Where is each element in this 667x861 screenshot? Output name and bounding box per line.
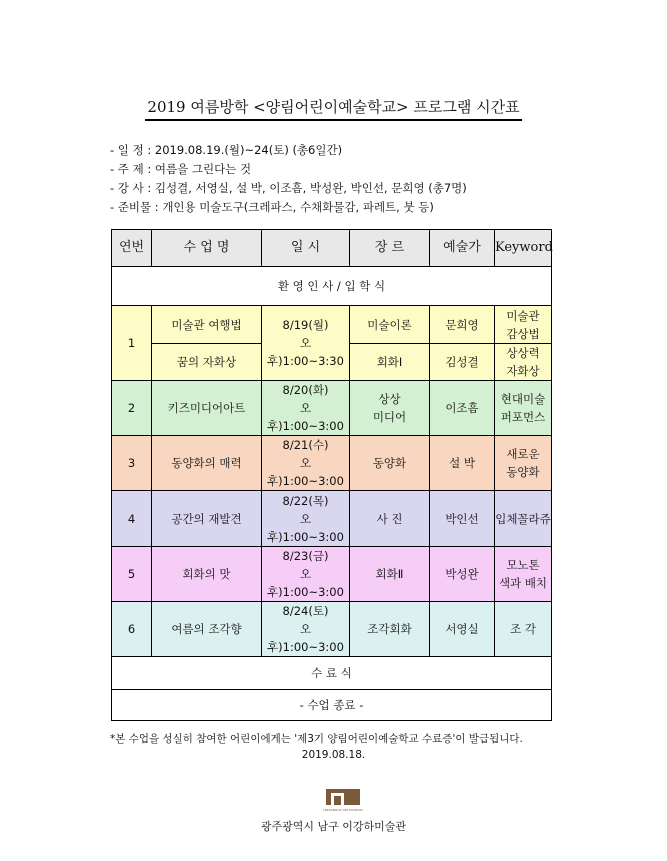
header-keyword: Keyword bbox=[495, 230, 552, 267]
class-name: 공간의 재발견 bbox=[152, 491, 262, 547]
organization-name: 광주광역시 남구 이강하미술관 bbox=[260, 820, 407, 833]
class-genre: 회화Ⅰ bbox=[350, 344, 430, 381]
row-no: 1 bbox=[112, 306, 152, 381]
museum-logo-icon bbox=[322, 787, 364, 813]
class-artist: 문희영 bbox=[430, 306, 495, 344]
row-no: 3 bbox=[112, 436, 152, 491]
class-artist: 김성결 bbox=[430, 344, 495, 381]
class-keyword: 상상력 자화상 bbox=[495, 344, 552, 381]
class-genre: 상상 미디어 bbox=[350, 381, 430, 436]
class-genre: 조각회화 bbox=[350, 602, 430, 657]
class-genre: 미술이론 bbox=[350, 306, 430, 344]
class-datetime: 8/23(금) 오후)1:00~3:00 bbox=[262, 547, 350, 602]
class-genre: 회화Ⅱ bbox=[350, 547, 430, 602]
class-keyword: 모노톤 색과 배치 bbox=[495, 547, 552, 602]
class-datetime: 8/20(화) 오후)1:00~3:00 bbox=[262, 381, 350, 436]
opening-row bbox=[112, 267, 552, 306]
class-name: 여름의 조각향 bbox=[152, 602, 262, 657]
header-class: 수 업 명 bbox=[152, 230, 262, 267]
table-row bbox=[112, 491, 552, 547]
row-no: 6 bbox=[112, 602, 152, 657]
class-datetime: 8/19(월) 오후)1:00~3:30 bbox=[262, 306, 350, 381]
info-schedule: - 일 정 : 2019.08.19.(월)~24(토) (총6일간) bbox=[110, 143, 343, 157]
class-end: - 수업 종료 - bbox=[112, 690, 552, 721]
class-keyword: 새로운 동양화 bbox=[495, 436, 552, 491]
opening-ceremony: 환 영 인 사 / 입 학 식 bbox=[112, 267, 552, 306]
class-datetime: 8/21(수) 오후)1:00~3:00 bbox=[262, 436, 350, 491]
class-datetime: 8/22(목) 오후)1:00~3:00 bbox=[262, 491, 350, 547]
class-name: 꿈의 자화상 bbox=[152, 344, 262, 381]
class-keyword: 입체꼴라쥬 bbox=[495, 491, 552, 547]
header-datetime: 일 시 bbox=[262, 230, 350, 267]
schedule-table bbox=[111, 229, 552, 721]
class-datetime: 8/24(토) 오후)1:00~3:00 bbox=[262, 602, 350, 657]
info-theme: - 주 제 : 여름을 그린다는 것 bbox=[110, 162, 252, 176]
end-row bbox=[112, 690, 552, 721]
svg-text:LEEKANGHA ART MUSEUM: LEEKANGHA ART MUSEUM bbox=[323, 808, 363, 812]
class-genre: 사 진 bbox=[350, 491, 430, 547]
class-name: 동양화의 매력 bbox=[152, 436, 262, 491]
class-name: 미술관 여행법 bbox=[152, 306, 262, 344]
program-info bbox=[110, 141, 467, 217]
header-artist: 예술가 bbox=[430, 230, 495, 267]
class-keyword: 조 각 bbox=[495, 602, 552, 657]
row-no: 4 bbox=[112, 491, 152, 547]
table-row bbox=[112, 436, 552, 491]
class-keyword: 현대미술 퍼포먼스 bbox=[495, 381, 552, 436]
class-keyword: 미술관 감상법 bbox=[495, 306, 552, 344]
header-no: 연번 bbox=[112, 230, 152, 267]
info-supplies: - 준비물 : 개인용 미술도구(크레파스, 수채화물감, 파레트, 붓 등) bbox=[110, 200, 434, 214]
issue-date: 2019.08.18. bbox=[301, 749, 366, 761]
document-title: 2019 여름방학 <양림어린이예술학교> 프로그램 시간표 bbox=[0, 96, 667, 117]
footnote: *본 수업을 성실히 참여한 어린이에게는 '제3기 양림어린이예술학교 수료증'이 발급됩니다. bbox=[110, 733, 523, 745]
table-header-row bbox=[112, 230, 552, 267]
class-name: 회화의 맛 bbox=[152, 547, 262, 602]
class-genre: 동양화 bbox=[350, 436, 430, 491]
table-row bbox=[112, 547, 552, 602]
row-no: 5 bbox=[112, 547, 152, 602]
info-instructors: - 강 사 : 김성결, 서영실, 설 박, 이조흠, 박성완, 박인선, 문희영 (총7명) bbox=[110, 181, 467, 195]
row-no: 2 bbox=[112, 381, 152, 436]
class-artist: 설 박 bbox=[430, 436, 495, 491]
table-row bbox=[112, 602, 552, 657]
header-genre: 장 르 bbox=[350, 230, 430, 267]
closing-ceremony: 수 료 식 bbox=[112, 657, 552, 690]
class-artist: 서영실 bbox=[430, 602, 495, 657]
table-row bbox=[112, 381, 552, 436]
class-artist: 이조흠 bbox=[430, 381, 495, 436]
table-row bbox=[112, 306, 552, 344]
class-artist: 박인선 bbox=[430, 491, 495, 547]
closing-row bbox=[112, 657, 552, 690]
class-artist: 박성완 bbox=[430, 547, 495, 602]
class-name: 키즈미디어아트 bbox=[152, 381, 262, 436]
